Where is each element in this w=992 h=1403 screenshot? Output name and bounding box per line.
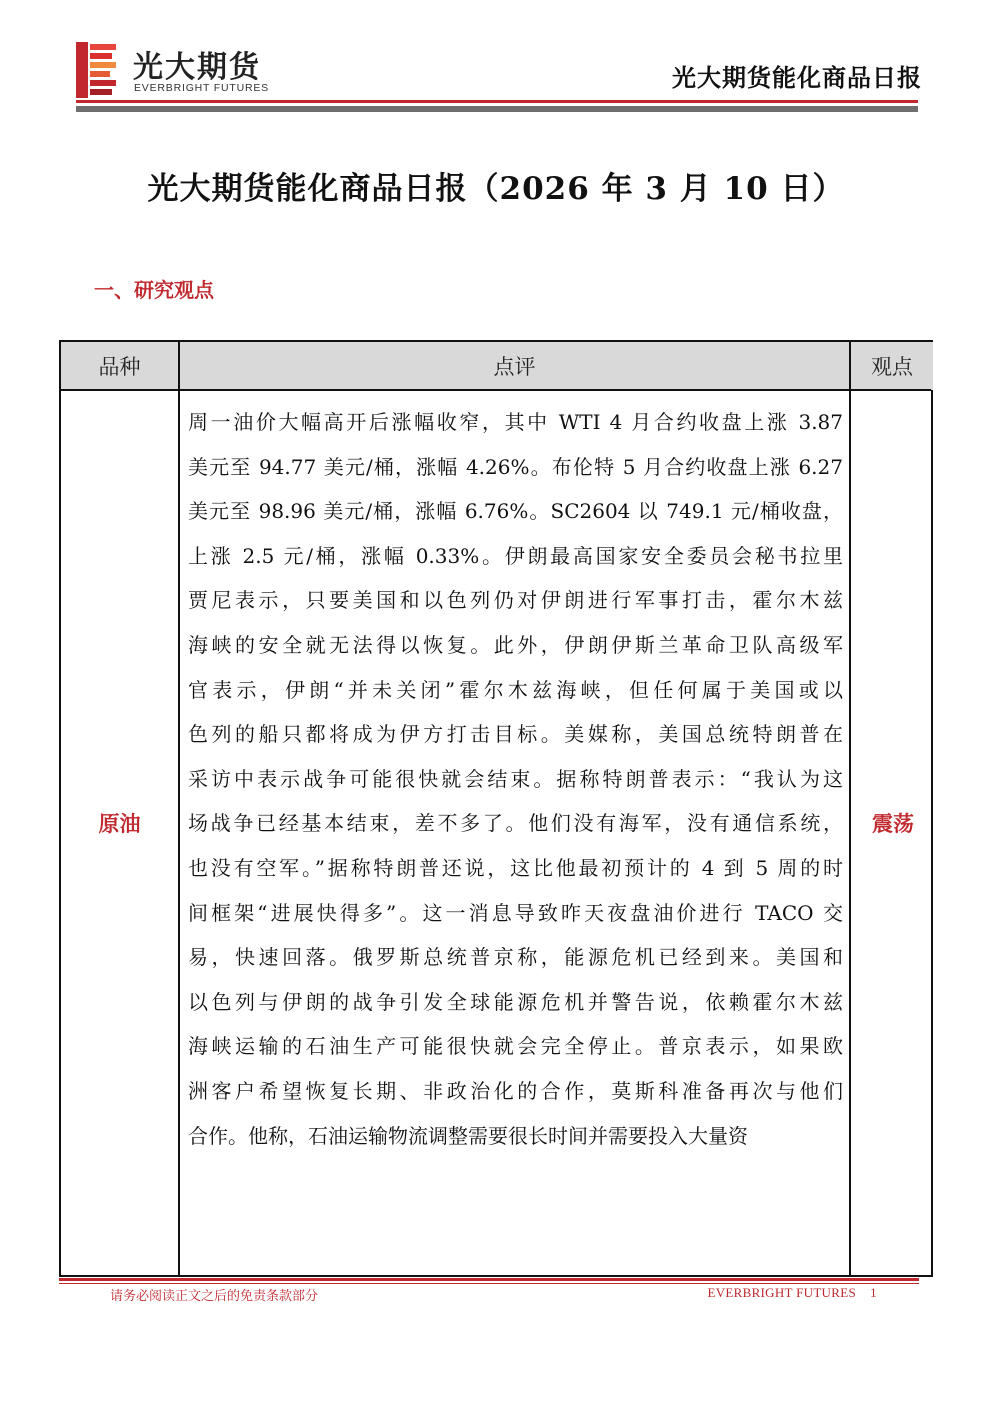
table-column-divider xyxy=(178,342,180,1275)
comment-line: 也没有空军。”据称特朗普还说，这比他最初预计的 4 到 5 周的时 xyxy=(188,855,843,880)
comment-line: 海峡运输的石油生产可能很快就会完全停止。普京表示，如果欧 xyxy=(188,1034,843,1059)
comment-line: 间框架“进展快得多”。这一消息导致昨天夜盘油价进行 TACO 交 xyxy=(188,900,843,925)
comment-line: 场战争已经基本结束，差不多了。他们没有海军，没有通信系统， xyxy=(188,811,843,836)
logo-english-name: EVERBRIGHT FUTURES xyxy=(134,82,269,94)
footer-disclaimer: 请务必阅读正文之后的免责条款部分 xyxy=(110,1289,319,1304)
comment-line: 洲客户希望恢复长期、非政治化的合作，莫斯科准备再次与他们 xyxy=(188,1078,843,1103)
comment-line: 美元至 94.77 美元/桶，涨幅 4.26%。布伦特 5 月合约收盘上涨 6.27 xyxy=(188,454,843,479)
table-column-divider xyxy=(849,342,851,1275)
comment-line: 色列的船只都将成为伊方打击目标。美媒称，美国总统特朗普在 xyxy=(188,722,843,747)
table-cell-comment xyxy=(188,400,843,1158)
comment-line: 美元至 98.96 美元/桶，涨幅 6.76%。SC2604 以 749.1 元/桶收盘， xyxy=(188,499,843,524)
everbright-logo-icon xyxy=(76,42,118,98)
footer-divider-thin xyxy=(59,1283,919,1284)
comment-line: 合作。他称，石油运输物流调整需要很长时间并需要投入大量资 xyxy=(188,1123,748,1148)
table-header-comment: 点评 xyxy=(180,342,849,390)
table-cell-view: 震荡 xyxy=(872,812,914,836)
table-cell-variety: 原油 xyxy=(98,812,141,836)
table-header-divider xyxy=(61,389,931,391)
comment-line: 易，快速回落。俄罗斯总统普京称，能源危机已经到来。美国和 xyxy=(188,945,843,970)
comment-line: 采访中表示战争可能很快就会结束。据称特朗普表示：“我认为这 xyxy=(188,766,843,791)
comment-line: 上涨 2.5 元/桶，涨幅 0.33%。伊朗最高国家安全委员会秘书拉里 xyxy=(188,543,843,568)
section-heading: 一、研究观点 xyxy=(94,278,214,302)
comment-line: 海峡的安全就无法得以恢复。此外，伊朗伊斯兰革命卫队高级军 xyxy=(188,632,843,657)
logo-chinese-name: 光大期货 xyxy=(133,50,261,85)
comment-line: 以色列与伊朗的战争引发全球能源危机并警告说，依赖霍尔木兹 xyxy=(188,989,843,1014)
document-title: 光大期货能化商品日报（2026 年 3 月 10 日） xyxy=(147,171,845,207)
research-table xyxy=(59,340,933,1277)
footer-divider xyxy=(59,1278,919,1281)
header-divider-shadow xyxy=(76,106,918,112)
footer-brand-page-number: EVERBRIGHT FUTURES 1 xyxy=(707,1285,877,1300)
company-logo xyxy=(76,40,286,100)
header-report-title: 光大期货能化商品日报 xyxy=(672,64,922,92)
comment-line: 周一油价大幅高开后涨幅收窄，其中 WTI 4 月合约收盘上涨 3.87 xyxy=(188,410,843,434)
table-header-view: 观点 xyxy=(851,342,933,390)
table-header-variety: 品种 xyxy=(61,342,178,390)
comment-line: 官表示，伊朗“并未关闭”霍尔木兹海峡，但任何属于美国或以 xyxy=(188,677,843,702)
header-divider xyxy=(76,100,918,103)
comment-line: 贾尼表示，只要美国和以色列仍对伊朗进行军事打击，霍尔木兹 xyxy=(188,588,843,613)
